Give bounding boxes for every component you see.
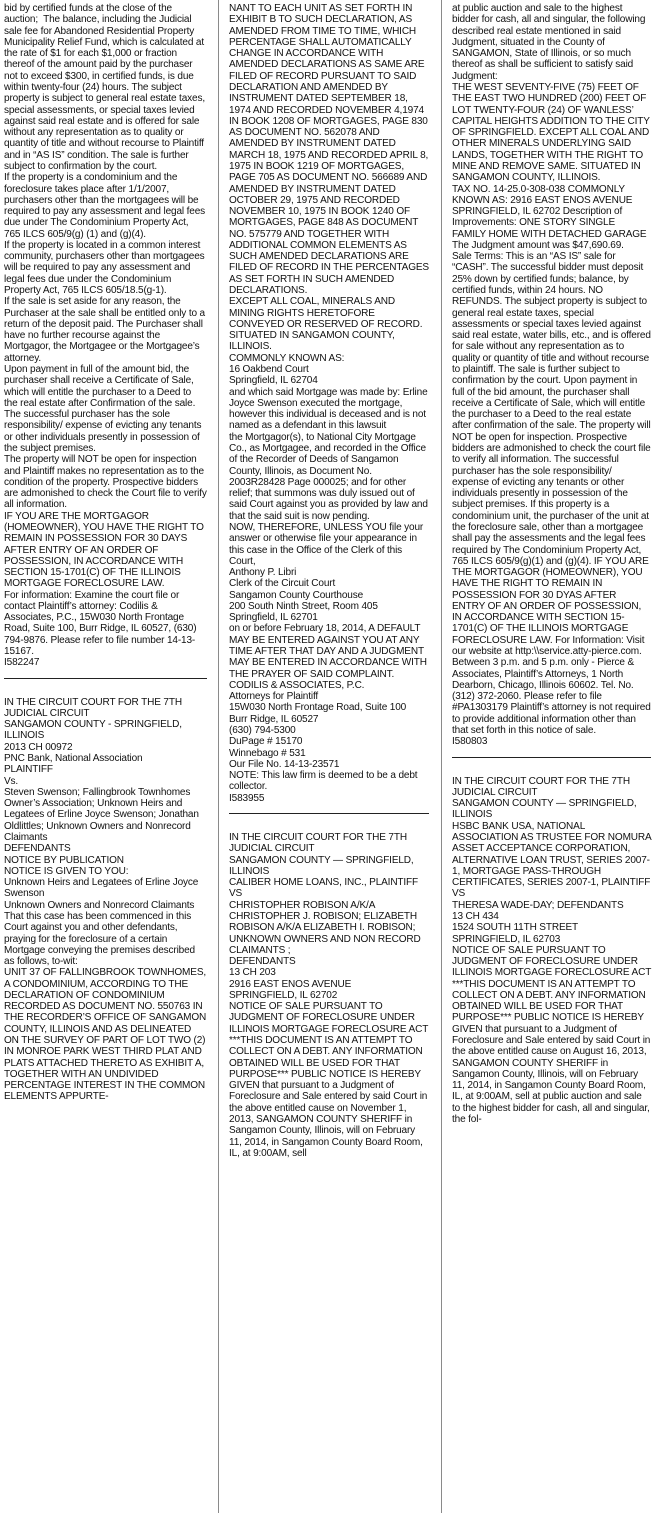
column-2 [229,3,429,1509]
column-divider [218,0,219,1513]
column-3 [452,3,651,1509]
notice-separator [4,678,207,679]
notice-text-continued: NANT TO EACH UNIT AS SET FORTH IN EXHIBIT B TO SUCH DECLARATION, AS AMENDED FROM TIME TO TIME, WHICH PERCENTAGE SHALL AUTOMATICALLY CHANGE IN ACCORDANCE WITH AMENDED DECLARATIONS AS SAME ARE FILED OF RECORD PURSUANT TO SAID DECLARATION AND AMENDED BY INSTRUMENT DATED SEPTEMBER 18, 1974 AND RECORDED NOVEMBER 4,1974 IN BOOK 1208 OF MORTGAGES, PAGE 830 AS DOCUMENT NO. 562078 AND AMENDED BY INSTRUMENT DATED MARCH 18, 1975 AND RECORDED APRIL 8, 1975 IN BOOK 1219 OF MORTGAGES, PAGE 705 AS DOCUMENT NO. 566689 AND AMENDED BY INSTRUMENT DATED OCTOBER 29, 1975 AND RECORDED NOVEMBER 10, 1975 IN BOOK 1240 OF MORTGAGES, PAGE 848 AS DOCUMENT NO. 575779 AND TOGETHER WITH ADDITIONAL COMMON ELEMENTS AS SUCH AMENDED DECLARATIONS ARE FILED OF RECORD IN THE PERCENTAGES AS SET FORTH IN SUCH AMENDED DECLARATIONS. EXCEPT ALL COAL, MINERALS AND MINING RIGHTS HERETOFORE CONVEYED OR RESERVED OF RECORD. SITUATED IN SANGAMON COUNTY, ILLINOIS. COMMONLY KNOWN AS: 16 Oakbend Court Springfield, IL 62704 and which said Mortgage was made by: Erline Joyce Swenson executed the mortgage, however this individual is deceased and is not named as a defendant in this lawsuit the Mortgagor(s), to National City Mortgage Co., as Mortgagee, and recorded in the Office of the Recorder of Deeds of Sangamon County, Illinois, as Document No. 2003R28428 Page 000025; and for other relief; that summons was duly issued out of said Court against you as provided by law and that the said suit is now pending. NOW, THEREFORE, UNLESS YOU file your answer or otherwise file your appearance in this case in the Office of the Clerk of this Court, Anthony P. Libri Clerk of the Circuit Court Sangamon County Courthouse 200 South Ninth Street, Room 405 Springfield, IL 62701 on or before February 18, 2014, A DEFAULT MAY BE ENTERED AGAINST YOU AT ANY TIME AFTER THAT DAY AND A JUDGMENT MAY BE ENTERED IN ACCORDANCE WITH THE PRAYER OF SAID COMPLAINT. CODILIS & ASSOCIATES, P.C. Attorneys for Plaintiff 15W030 North Frontage Road, Suite 100 Burr Ridge, IL 60527 (630) 794-5300 DuPage # 15170 Winnebago # 531 Our File No. 14-13-23571 NOTE: This law firm is deemed to be a debt collector. I583955 [229,3,429,804]
column-1 [4,3,207,1509]
notice-text: IN THE CIRCUIT COURT FOR THE 7TH JUDICIAL CIRCUIT SANGAMON COUNTY - SPRINGFIELD, ILLINOIS 2013 CH 00972 PNC Bank, National Association PLAINTIFF Vs. Steven Swenson; Fallingbrook Townhomes Owner’s Association; Unknown Heirs and Legatees of Erline Joyce Swenson; Jonathan Oldlittles; Unknown Owners and Nonrecord Claimants DEFENDANTS NOTICE BY PUBLICATION NOTICE IS GIVEN TO YOU: Unknown Heirs and Legatees of Erline Joyce Swenson Unknown Owners and Nonrecord Claimants That this case has been commenced in this Court against you and other defendants, praying for the foreclosure of a certain Mortgage conveying the premises described as follows, to-wit: UNIT 37 OF FALLINGBROOK TOWNHOMES, A CONDOMINIUM, ACCORDING TO THE DECLARATION OF CONDOMINIUM RECORDED AS DOCUMENT NO. 550763 IN THE RECORDER’S OFFICE OF SANGAMON COUNTY, ILLINOIS AND AS DELINEATED ON THE SURVEY OF PART OF LOT TWO (2) IN MONROE PARK WEST THIRD PLAT AND PLATS ATTACHED THERETO AS EXHIBIT A, TOGETHER WITH AN UNDIVIDED PERCENTAGE INTEREST IN THE COMMON ELEMENTS APPURTE- [4,696,207,1103]
column-divider [441,0,442,1513]
notice-separator [229,813,429,814]
notice-text: IN THE CIRCUIT COURT FOR THE 7TH JUDICIAL CIRCUIT SANGAMON COUNTY — SPRINGFIELD, ILLINOIS HSBC BANK USA, NATIONAL ASSOCIATION AS TRUSTEE FOR NOMURA ASSET ACCEPTANCE CORPORATION, ALTERNATIVE LOAN TRUST, SERIES 2007-1, MORTGAGE PASS-THROUGH CERTIFICATES, SERIES 2007-1, PLAINTIFF VS THERESA WADE-DAY; DEFENDANTS 13 CH 434 1524 SOUTH 11TH STREET SPRINGFIELD, IL 62703 NOTICE OF SALE PURSUANT TO JUDGMENT OF FORECLOSURE UNDER ILLINOIS MORTGAGE FORECLOSURE ACT ***THIS DOCUMENT IS AN ATTEMPT TO COLLECT ON A DEBT. ANY INFORMATION OBTAINED WILL BE USED FOR THAT PURPOSE*** PUBLIC NOTICE IS HEREBY GIVEN that pursuant to a Judgment of Foreclosure and Sale entered by said Court in the above entitled cause on August 16, 2013, SANGAMON COUNTY SHERIFF in Sangamon County, Illinois, will on February 11, 2014, in Sangamon County Board Room, IL, at 9:00AM, sell at public auction and sale to the highest bidder for cash, all and singular, the fol- [452,775,652,1125]
notice-separator [452,757,651,758]
notice-text-continued: bid by certified funds at the close of the auction; The balance, including the Judicial sale fee for Abandoned Residential Property Municipality Relief Fund, which is calculated at the rate of $1 for each $1,000 or fraction thereof of the amount paid by the purchaser not to exceed $300, in certified funds, is due within twenty-four (24) hours. The subject property is subject to general real estate taxes, special assessments, or special taxes levied against said real estate and is offered for sale without any representation as to quality or quantity of title and without recourse to Plaintiff and in “AS IS” condition. The sale is further subject to confirmation by the court. If the property is a condominium and the foreclosure takes place after 1/1/2007, purchasers other than the mortgagees will be required to pay any assessment and legal fees due under The Condominium Property Act, 765 ILCS 605/9(g) (1) and (g)(4). If the property is located in a common interest community, purchasers other than mortgagees will be required to pay any assessment and legal fees due under the Condominium Property Act, 765 ILCS 605/18.5(g-1). If the sale is set aside for any reason, the Purchaser at the sale shall be entitled only to a return of the deposit paid. The Purchaser shall have no further recourse against the Mortgagor, the Mortgagee or the Mortgagee’s attorney. Upon payment in full of the amount bid, the purchaser shall receive a Certificate of Sale, which will entitle the purchaser to a Deed to the real estate after Confirmation of the sale. The successful purchaser has the sole responsibility/ expense of evicting any tenants or other individuals presently in possession of the subject premises. The property will NOT be open for inspection and Plaintiff makes no representation as to the condition of the property. Prospective bidders are admonished to check the Court file to verify all information. IF YOU ARE THE MORTGAGOR (HOMEOWNER), YOU HAVE THE RIGHT TO REMAIN IN POSSESSION FOR 30 DAYS AFTER ENTRY OF AN ORDER OF POSSESSION, IN ACCORDANCE WITH SECTION 15-1701(C) OF THE ILLINOIS MORTGAGE FORECLOSURE LAW. For information: Examine the court file or contact Plaintiff’s attorney: Codilis & Associates, P.C., 15W030 North Frontage Road, Suite 100, Burr Ridge, IL 60527, (630) 794-9876. Please refer to file number 14-13-15167. I582247 [4,3,207,669]
notice-text-continued: at public auction and sale to the highest bidder for cash, all and singular, the following described real estate mentioned in said Judgment, situated in the County of SANGAMON, State of Illinois, or so much thereof as shall be sufficient to satisfy said Judgment: THE WEST SEVENTY-FIVE (75) FEET OF THE EAST TWO HUNDRED (200) FEET OF LOT TWENTY-FOUR (24) OF WANLESS’ CAPITAL HEIGHTS ADDITION TO THE CITY OF SPRINGFIELD. EXCEPT ALL COAL AND OTHER MINERALS UNDERLYING SAID LANDS, TOGETHER WITH THE RIGHT TO MINE AND REMOVE SAME. SITUATED IN SANGAMON COUNTY, ILLINOIS. TAX NO. 14-25.0-308-038 COMMONLY KNOWN AS: 2916 EAST ENOS AVENUE SPRINGFIELD, IL 62702 Description of Improvements: ONE STORY SINGLE FAMILY HOME WITH DETACHED GARAGE The Judgment amount was $47,690.69. Sale Terms: This is an “AS IS” sale for “CASH”. The successful bidder must deposit 25% down by certified funds; balance, by certified funds, within 24 hours. NO REFUNDS. The subject property is subject to general real estate taxes, special assessments or special taxes levied against said real estate, water bills, etc., and is offered for sale without any representation as to quality or quantity of title and without recourse to plaintiff. The sale is further subject to confirmation by the court. Upon payment in full of the bid amount, the purchaser shall receive a Certificate of Sale, which will entitle the purchaser to a Deed to the real estate after confirmation of the sale. The property will NOT be open for inspection. Prospective bidders are admonished to check the court file to verify all information. The successful purchaser has the sole responsibility/ expense of evicting any tenants or other individuals presently in possession of the subject premises. If this property is a condominium unit, the purchaser of the unit at the foreclosure sale, other than a mortgagee shall pay the assessments and the legal fees required by The Condominium Property Act, 765 ILCS 605/9(g)(1) and (g)(4). IF YOU ARE THE MORTGAGOR (HOMEOWNER), YOU HAVE THE RIGHT TO REMAIN IN POSSESSION FOR 30 DYAS AFTER ENTRY OF AN ORDER OF POSSESSION, IN ACCORDANCE WITH SECTION 15-1701(C) OF THE ILLINOIS MORTGAGE FORECLOSURE LAW. For Information: Visit our website at http:\\service.atty-pierce.com. Between 3 p.m. and 5 p.m. only - Pierce & Associates, Plaintiff’s Attorneys, 1 North Dearborn, Chicago, Illinois 60602. Tel. No. (312) 372-2060. Please refer to file #PA1303179 Plaintiff’s attorney is not required to provide additional information other than that set forth in this notice of sale. I580803 [452,3,651,748]
notice-text: IN THE CIRCUIT COURT FOR THE 7TH JUDICIAL CIRCUIT SANGAMON COUNTY — SPRINGFIELD, ILLINOIS CALIBER HOME LOANS, INC., PLAINTIFF VS CHRISTOPHER ROBISON A/K/A CHRISTOPHER J. ROBISON; ELIZABETH ROBISON A/K/A ELIZABETH I. ROBISON; UNKNOWN OWNERS AND NON RECORD CLAIMANTS ; DEFENDANTS 13 CH 203 2916 EAST ENOS AVENUE SPRINGFIELD, IL 62702 NOTICE OF SALE PURSUANT TO JUDGMENT OF FORECLOSURE UNDER ILLINOIS MORTGAGE FORECLOSURE ACT ***THIS DOCUMENT IS AN ATTEMPT TO COLLECT ON A DEBT. ANY INFORMATION OBTAINED WILL BE USED FOR THAT PURPOSE*** PUBLIC NOTICE IS HEREBY GIVEN that pursuant to a Judgment of Foreclosure and Sale entered by said Court in the above entitled cause on November 1, 2013, SANGAMON COUNTY SHERIFF in Sangamon County, Illinois, will on February 11, 2014, in Sangamon County Board Room, IL, at 9:00AM, sell [229,831,429,1159]
